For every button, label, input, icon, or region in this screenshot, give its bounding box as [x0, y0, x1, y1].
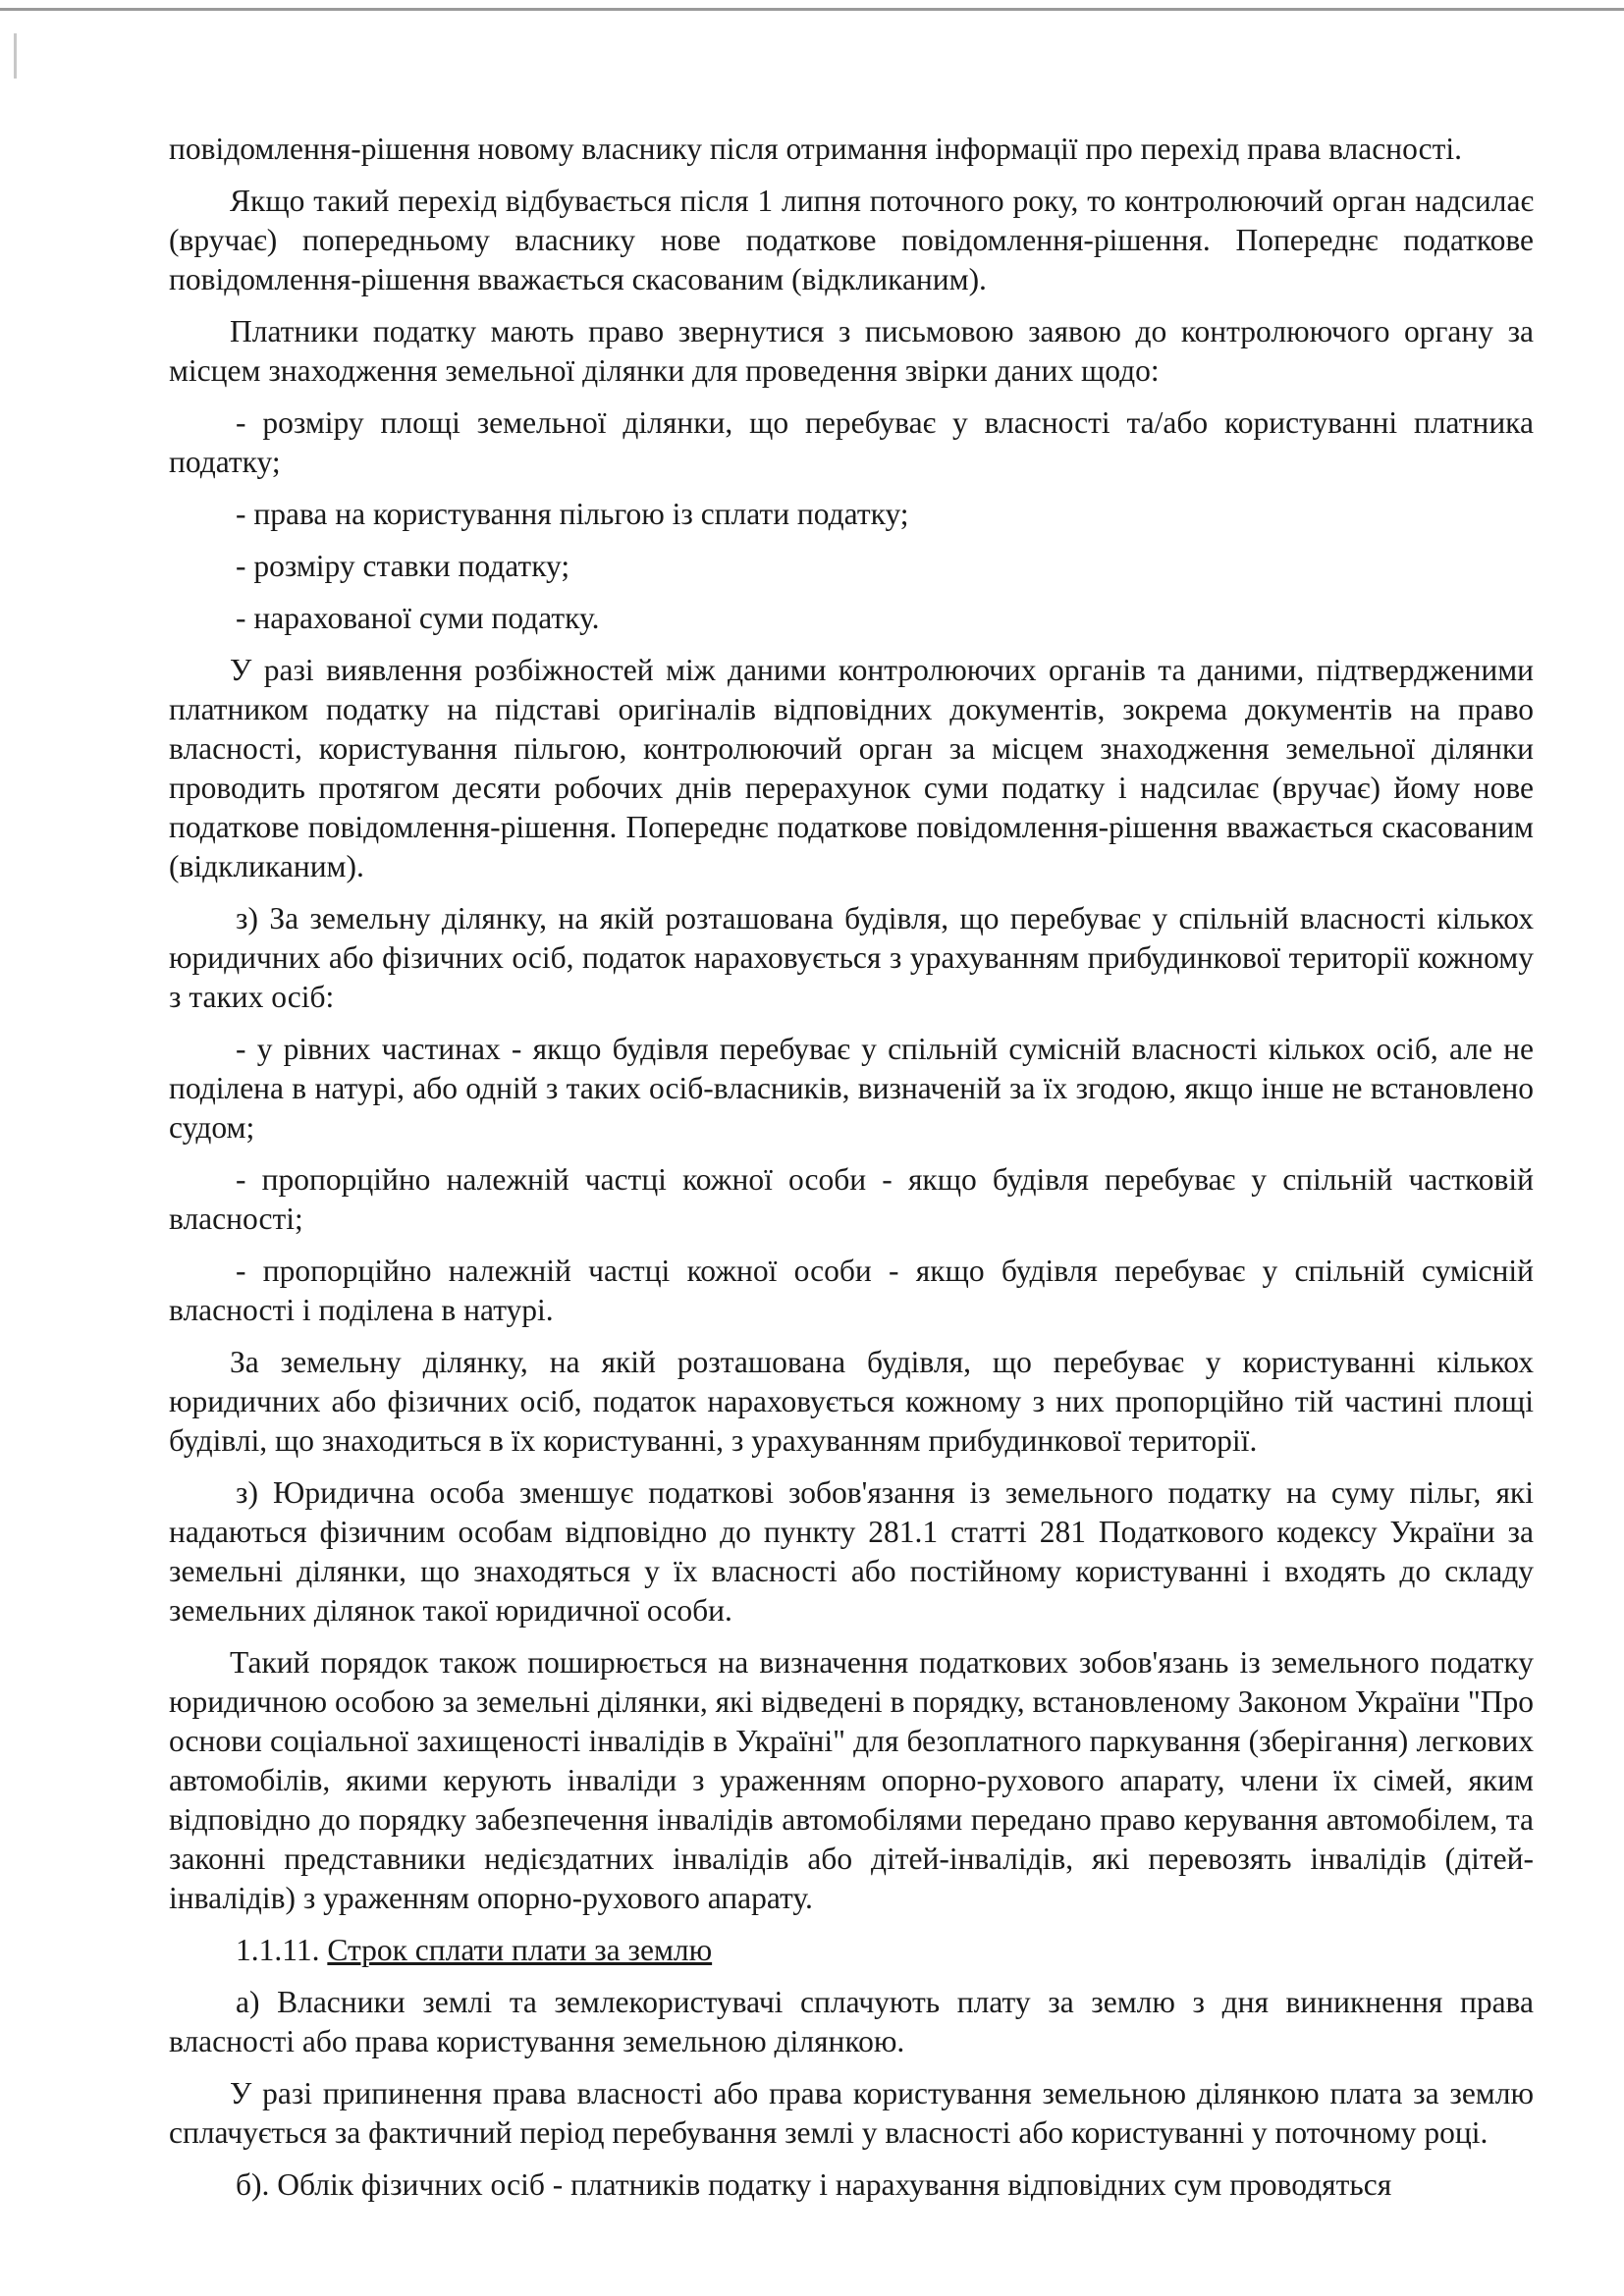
- paragraph: За земельну ділянку, на якій розташована будівля, що перебуває у користуванні кількох юридичних або фізичних осіб, податок нараховується кожному з них пропорційно тій частині площі будівлі, що знаходиться в їх користуванні, з урахуванням прибудинкової території.: [169, 1345, 1534, 1458]
- section-number: 1.1.11.: [236, 1933, 328, 1967]
- paragraph: з) Юридична особа зменшує податкові зобов'язання із земельного податку на суму пільг, які надаються фізичним особам відповідно до пункту 281.1 статті 281 Податкового кодексу України за земельні ділянки, що знаходяться у їх власності або постійному користуванні і входять до складу земельних ділянок такої юридичної особи.: [169, 1475, 1534, 1628]
- scan-edge-line: [0, 8, 1624, 11]
- paragraph: з) За земельну ділянку, на якій розташована будівля, що перебуває у спільній власності кількох юридичних або фізичних осіб, податок нараховується з урахуванням прибудинкової території кожному з таких осіб:: [169, 901, 1534, 1014]
- list-item: - права на користування пільгою із сплати податку;: [236, 497, 909, 531]
- list-item: - нарахованої суми податку.: [236, 601, 600, 635]
- paragraph: Якщо такий перехід відбувається після 1 липня поточного року, то контролюючий орган надсилає (вручає) попередньому власнику нове податкове повідомлення-рішення. Попереднє податкове повідомлення-рішення вважається скасованим (відкликаним).: [169, 184, 1534, 296]
- list-item: - розміру ставки податку;: [236, 549, 570, 583]
- document-body: [169, 130, 1534, 2217]
- list-item: - у рівних частинах - якщо будівля перебуває у спільній сумісній власності кількох осіб, але не поділена в натурі, або одній з таких осіб-власників, визначеній за їх згодою, якщо інше не встановлено судом;: [169, 1032, 1534, 1145]
- paragraph: Платники податку мають право звернутися з письмовою заявою до контролюючого органу за місцем знаходження земельної ділянки для проведення звірки даних щодо:: [169, 314, 1534, 388]
- list-item: - розміру площі земельної ділянки, що перебуває у власності та/або користуванні платника податку;: [169, 405, 1534, 479]
- paragraph: б). Облік фізичних осіб - платників податку і нарахування відповідних сум проводяться: [236, 2167, 1392, 2202]
- paragraph: У разі виявлення розбіжностей між даними контролюючих органів та даними, підтвердженими платником податку на підставі оригіналів відповідних документів, зокрема документів на право власності, користування пільгою, контролюючий орган за місцем знаходження земельної ділянки проводить протягом десяти робочих днів перерахунок суми податку і надсилає (вручає) йому нове податкове повідомлення-рішення. Попереднє податкове повідомлення-рішення вважається скасованим (відкликаним).: [169, 653, 1534, 883]
- paragraph: У разі припинення права власності або права користування земельною ділянкою плата за землю сплачується за фактичний період перебування землі у власності або користуванні у поточному році.: [169, 2076, 1534, 2150]
- section-heading: [169, 1931, 1534, 1970]
- list-item: - пропорційно належній частці кожної особи - якщо будівля перебуває у спільній частковій власності;: [169, 1162, 1534, 1236]
- paragraph: а) Власники землі та землекористувачі сплачують плату за землю з дня виникнення права власності або права користування земельною ділянкою.: [169, 1985, 1534, 2058]
- scan-margin-mark: [14, 33, 17, 79]
- paragraph: Такий порядок також поширюється на визначення податкових зобов'язань із земельного податку юридичною особою за земельні ділянки, які відведені в порядку, встановленому Законом України "Про основи соціальної захищеності інвалідів в Україні" для безоплатного паркування (зберігання) легкових автомобілів, якими керують інваліди з ураженням опорно-рухового апарату, члени їх сімей, яким відповідно до порядку забезпечення інвалідів автомобілями передано право керування автомобілем, та законні представники недієздатних інвалідів або дітей-інвалідів, які перевозять інвалідів (дітей-інвалідів) з ураженням опорно-рухового апарату.: [169, 1645, 1534, 1915]
- paragraph: повідомлення-рішення новому власнику після отримання інформації про перехід права власності.: [169, 132, 1462, 166]
- list-item: - пропорційно належній частці кожної особи - якщо будівля перебуває у спільній сумісній власності і поділена в натурі.: [169, 1254, 1534, 1327]
- section-title: Строк сплати плати за землю: [327, 1933, 713, 1967]
